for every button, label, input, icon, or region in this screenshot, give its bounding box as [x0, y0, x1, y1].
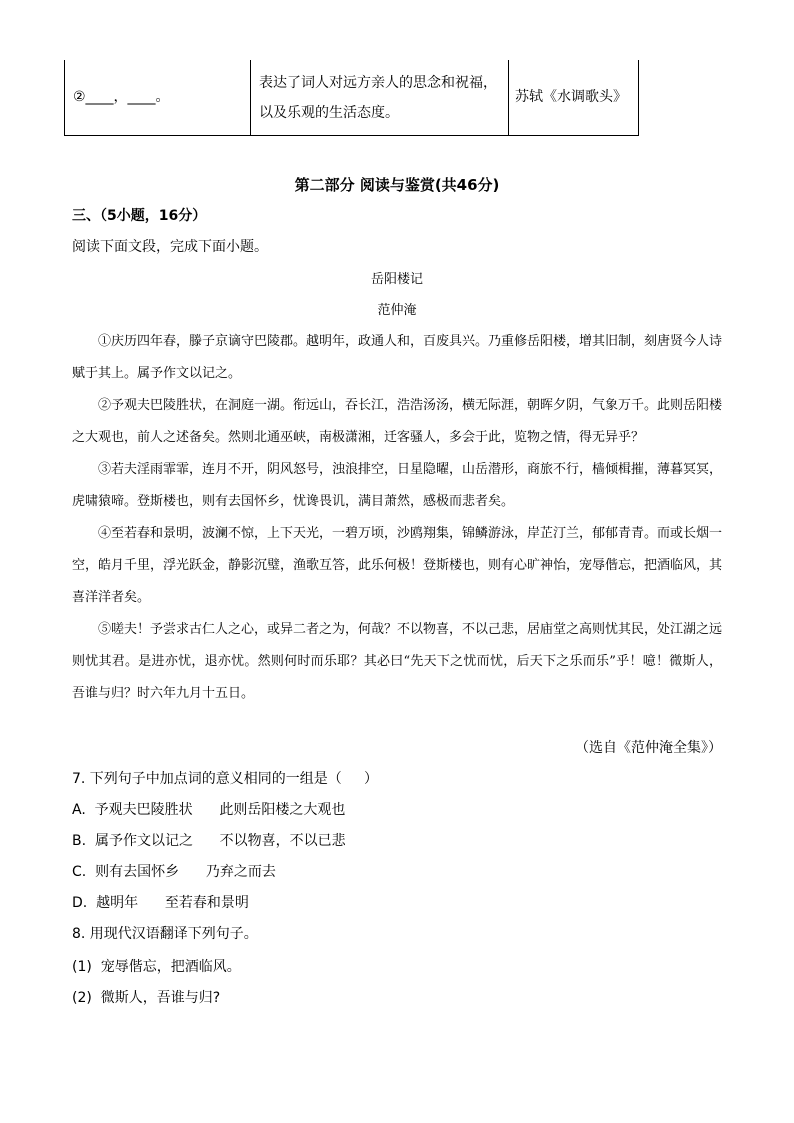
passage-paragraph: ④至若春和景明，波澜不惊，上下天光，一碧万顷，沙鸥翔集，锦鳞游泳，岸芷汀兰，郁郁青青。而或长烟一空，皓月千里，浮光跃金，静影沉璧，渔歌互答，此乐何极！登斯楼也，则有心旷神怡，宠辱偕忘，把酒临风，其喜洋洋者矣。 [72, 526, 723, 605]
table-cell-description: 表达了词人对远方亲人的思念和祝福， 以及乐观的生活态度。 [259, 75, 497, 121]
passage-source: （选自《范仲淹全集》） [575, 740, 722, 756]
passage-title: 岳阳楼记 [370, 272, 423, 287]
section-heading: 三、（5小题，16分） [72, 208, 207, 224]
instruction-text: 阅读下面文段，完成下面小题。 [72, 239, 268, 255]
part-title: 第二部分 阅读与鉴赏(共46分) [294, 176, 500, 194]
question-7-option-c: C. 则有去国怀乡 乃弃之而去 [72, 864, 276, 880]
table-divider [250, 60, 251, 135]
table-divider [508, 60, 509, 135]
question-7-option-a: A. 予观夫巴陵胜状 此则岳阳楼之大观也 [72, 802, 346, 818]
question-8-item-2: (2) 微斯人，吾谁与归? [72, 990, 221, 1006]
question-8-item-1: (1) 宠辱偕忘，把酒临风。 [72, 959, 241, 975]
table-cell-blank [73, 82, 170, 112]
question-7-option-d: D. 越明年 至若春和景明 [72, 895, 249, 911]
passage-author: 范仲淹 [377, 303, 417, 318]
question-7-stem: 7. 下列句子中加点词的意义相同的一组是（ ） [72, 771, 379, 787]
answer-table [64, 60, 639, 136]
table-cell-source: 苏轼《水调歌头》 [515, 89, 627, 105]
question-7-option-b: B. 属予作文以记之 不以物喜，不以已悲 [72, 833, 346, 849]
passage-paragraph: ②予观夫巴陵胜状，在洞庭一湖。衔远山，吞长江，浩浩汤汤，横无际涯，朝晖夕阴，气象万千。此则岳阳楼之大观也，前人之述备矣。然则北通巫峡，南极潇湘，迁客骚人，多会于此，览物之情，得无异乎？ [72, 398, 723, 445]
passage-paragraph: ⑤嗟夫！予尝求古仁人之心，或异二者之为，何哉？不以物喜，不以己悲，居庙堂之高则忧其民，处江湖之远则忧其君。是进亦忧，退亦忧。然则何时而乐耶？其必曰“先天下之忧而忧，后天下之乐而乐”乎！噫！微斯人，吾谁与归？时六年九月十五日。 [72, 622, 723, 701]
passage-paragraph: ①庆历四年春，滕子京谪守巴陵郡。越明年，政通人和，百废具兴。乃重修岳阳楼，增其旧制，刻唐贤今人诗赋于其上。属予作文以记之。 [72, 334, 723, 381]
table-cell-text: ②____，____。 [73, 89, 170, 105]
question-8-stem: 8. 用现代汉语翻译下列句子。 [72, 926, 258, 942]
passage-paragraph: ③若夫淫雨霏霏，连月不开，阴风怒号，浊浪排空，日星隐曜，山岳潜形，商旅不行，樯倾楫摧，薄暮冥冥，虎啸猿啼。登斯楼也，则有去国怀乡，忧谗畏讥，满目萧然，感极而悲者矣。 [72, 462, 723, 509]
passage-body [72, 326, 722, 710]
